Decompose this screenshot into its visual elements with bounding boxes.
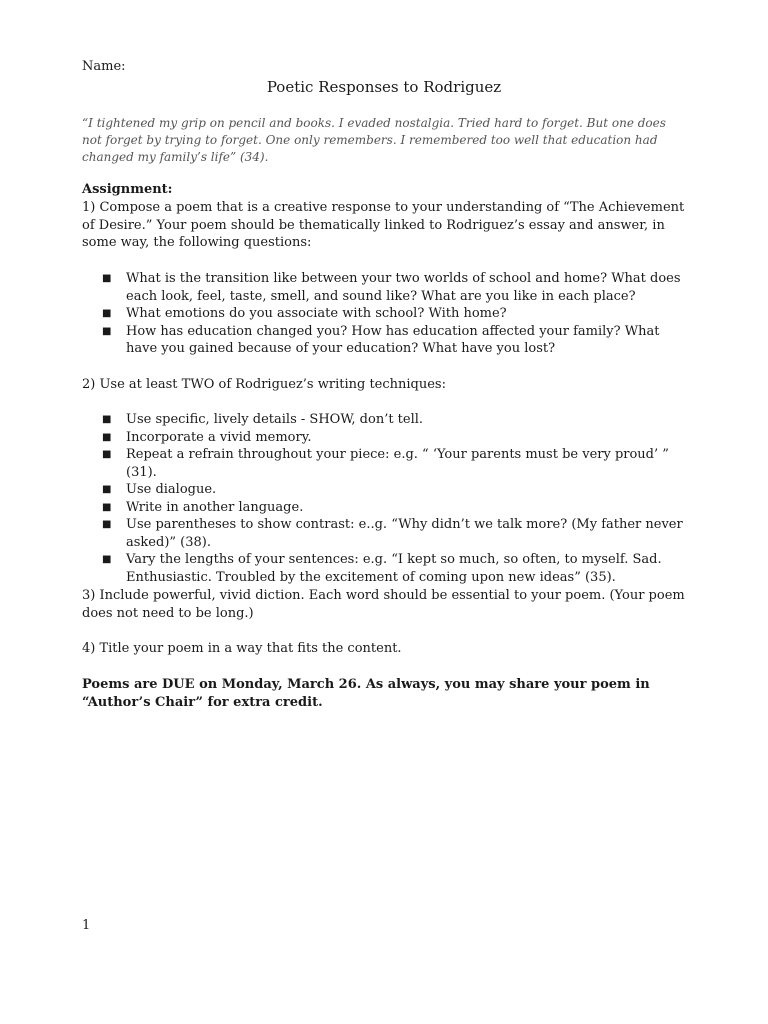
list-item-text: Incorporate a vivid memory. bbox=[126, 429, 312, 445]
list-item-text: What is the transition like between your two worlds of school and home? What does each look, feel, taste, smell, and sound like? What are you like in each place? bbox=[126, 271, 681, 304]
assignment-heading: Assignment: bbox=[82, 182, 173, 197]
assignment-item-4: 4) Title your poem in a way that fits the content. bbox=[82, 641, 402, 656]
list-item bbox=[102, 481, 692, 499]
assignment-item-1: 1) Compose a poem that is a creative response to your understanding of “The Achievement of Desire.” Your poem should be thematically linked to Rodriguez’s essay and answer, in some way, the following questions: bbox=[82, 200, 685, 250]
page-number: 1 bbox=[82, 918, 91, 933]
bullet-square-icon: ■ bbox=[102, 431, 112, 443]
assignment-item-2: 2) Use at least TWO of Rodriguez’s writing techniques: bbox=[82, 377, 446, 392]
bullet-square-icon: ■ bbox=[102, 273, 112, 284]
list-item bbox=[102, 429, 692, 447]
assignment-item-3: 3) Include powerful, vivid diction. Each word should be essential to your poem. (Your poem does not need to be long.) bbox=[82, 588, 685, 621]
due-date-note: Poems are DUE on Monday, March 26. As always, you may share your poem in “Author’s Chair” for extra credit. bbox=[82, 677, 650, 710]
epigraph-quote: “I tightened my grip on pencil and books. I evaded nostalgia. Tried hard to forget. But one does not forget by trying to forget. One only remembers. I remembered too well that education had changed my family’s life” (34). bbox=[82, 116, 666, 164]
list-item bbox=[102, 270, 692, 305]
list-item-text: Use dialogue. bbox=[126, 482, 217, 497]
list-item bbox=[102, 551, 692, 586]
list-item-text: Use specific, lively details - SHOW, don’t tell. bbox=[126, 412, 424, 427]
list-item bbox=[102, 499, 692, 517]
list-item bbox=[102, 305, 692, 323]
bullet-square-icon: ■ bbox=[102, 414, 112, 425]
bullet-square-icon: ■ bbox=[102, 501, 112, 513]
name-label: Name: bbox=[82, 59, 126, 74]
list-item bbox=[102, 446, 692, 481]
list-item-text: Vary the lengths of your sentences: e.g. “I kept so much, so often, to myself. Sad. Enthusiastic. Troubled by the excitement of coming upon new ideas” (35). bbox=[126, 552, 662, 585]
bullet-square-icon: ■ bbox=[102, 449, 112, 460]
bullet-square-icon: ■ bbox=[102, 325, 112, 337]
page-title: Poetic Responses to Rodriguez bbox=[266, 78, 502, 96]
list-item bbox=[102, 516, 692, 551]
bullet-square-icon: ■ bbox=[102, 519, 112, 530]
technique-list bbox=[102, 411, 692, 586]
list-item-text: Write in another language. bbox=[126, 499, 304, 515]
list-item-text: How has education changed you? How has education affected your family? What have you gained because of your education? What have you lost? bbox=[126, 323, 660, 356]
list-item bbox=[102, 411, 692, 429]
question-list bbox=[102, 270, 692, 358]
list-item-text: Use parentheses to show contrast: e..g. “Why didn’t we talk more? (My father never asked)” (38). bbox=[126, 517, 683, 550]
bullet-square-icon: ■ bbox=[102, 308, 112, 319]
list-item bbox=[102, 323, 692, 358]
bullet-square-icon: ■ bbox=[102, 554, 112, 565]
bullet-square-icon: ■ bbox=[102, 484, 112, 495]
list-item-text: What emotions do you associate with school? With home? bbox=[126, 306, 507, 321]
list-item-text: Repeat a refrain throughout your piece: e.g. “ ‘Your parents must be very proud’ ” (31). bbox=[126, 447, 669, 480]
